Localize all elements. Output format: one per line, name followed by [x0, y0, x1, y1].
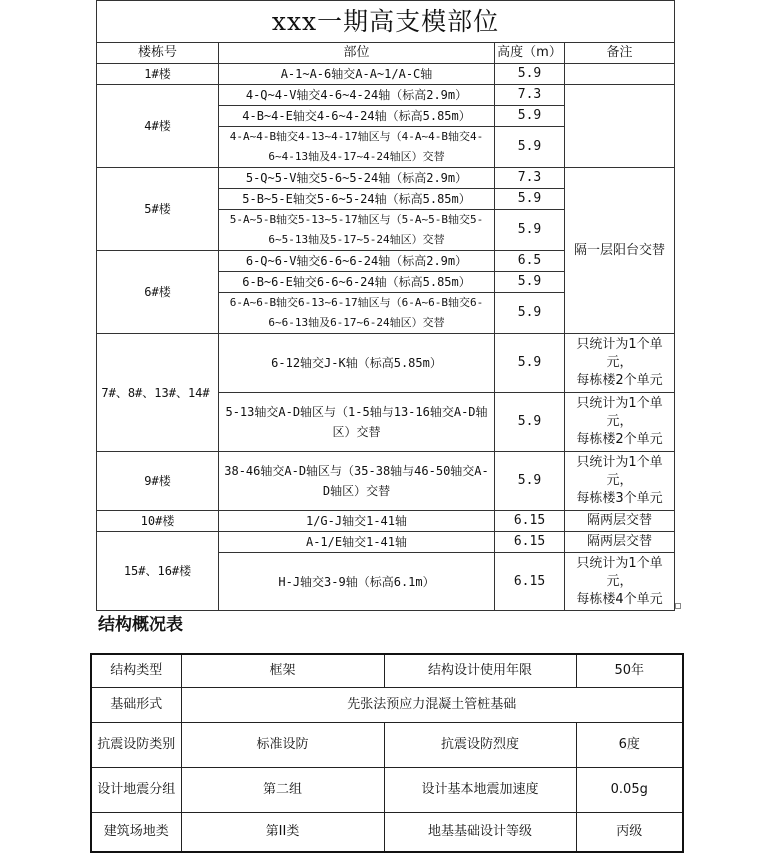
table-resize-handle[interactable] [675, 603, 681, 609]
label-cell: 建筑场地类 [91, 812, 181, 852]
note-cell: 隔两层交替 [565, 511, 675, 532]
height-cell: 6.15 [495, 553, 565, 611]
label-cell: 地基基础设计等级 [384, 812, 576, 852]
height-cell: 5.9 [495, 106, 565, 127]
height-cell: 5.9 [495, 272, 565, 293]
value-cell: 0.05g [576, 767, 683, 812]
note-cell: 只统计为1个单 元， 每栋楼4个单元 [565, 553, 675, 611]
height-cell: 5.9 [495, 189, 565, 210]
value-cell: 第二组 [181, 767, 384, 812]
height-cell: 5.9 [495, 393, 565, 452]
height-cell: 7.3 [495, 85, 565, 106]
note-cell [565, 64, 675, 85]
value-cell: 6度 [576, 722, 683, 767]
note-cell [565, 85, 675, 168]
location-cell: A-1~A-6轴交A-A~1/A-C轴 [219, 64, 495, 85]
location-cell: A-1/E轴交1-41轴 [219, 532, 495, 553]
label-cell: 设计基本地震加速度 [384, 767, 576, 812]
label-cell: 结构设计使用年限 [384, 654, 576, 687]
height-cell: 7.3 [495, 168, 565, 189]
note-cell: 隔两层交替 [565, 532, 675, 553]
location-cell: 1/G-J轴交1-41轴 [219, 511, 495, 532]
note-cell: 只统计为1个单 元， 每栋楼2个单元 [565, 334, 675, 393]
building-cell: 10#楼 [97, 511, 219, 532]
label-cell: 基础形式 [91, 687, 181, 722]
building-cell-wrap [97, 334, 219, 452]
height-cell: 5.9 [495, 210, 565, 251]
location-cell: 4-Q~4-V轴交4-6~4-24轴（标高2.9m） [219, 85, 495, 106]
building-cell: 15#、16#楼 [97, 532, 219, 611]
height-cell: 6.15 [495, 532, 565, 553]
building-cell: 6#楼 [97, 251, 219, 334]
header-note: 备注 [565, 43, 675, 64]
height-cell: 5.9 [495, 334, 565, 393]
value-cell: 先张法预应力混凝土管桩基础 [181, 687, 683, 722]
height-cell: 5.9 [495, 64, 565, 85]
value-cell: 丙级 [576, 812, 683, 852]
label-cell: 抗震设防类别 [91, 722, 181, 767]
location-cell: 5-13轴交A-D轴区与（1-5轴与13-16轴交A-D轴区）交替 [219, 393, 495, 452]
location-cell: 4-A~4-B轴交4-13~4-17轴区与（4-A~4-B轴交4-6~4-13轴及4-17~4-24轴区）交替 [219, 127, 495, 168]
label-cell: 抗震设防烈度 [384, 722, 576, 767]
location-cell: 38-46轴交A-D轴区与（35-38轴与46-50轴交A-D轴区）交替 [219, 452, 495, 511]
location-cell: 6-12轴交J-K轴（标高5.85m） [219, 334, 495, 393]
location-cell: 6-Q~6-V轴交6-6~6-24轴（标高2.9m） [219, 251, 495, 272]
location-cell: 4-B~4-E轴交4-6~4-24轴（标高5.85m） [219, 106, 495, 127]
location-cell: 6-A~6-B轴交6-13~6-17轴区与（6-A~6-B轴交6-6~6-13轴及6-17~6-24轴区）交替 [219, 293, 495, 334]
table-title: xxx一期高支模部位 [97, 1, 675, 43]
location-cell: 5-B~5-E轴交5-6~5-24轴（标高5.85m） [219, 189, 495, 210]
header-building: 楼栋号 [97, 43, 219, 64]
note-cell: 只统计为1个单 元， 每栋楼3个单元 [565, 452, 675, 511]
location-cell: 6-B~6-E轴交6-6~6-24轴（标高5.85m） [219, 272, 495, 293]
building-cell: 7#、8#、13#、14# [101, 385, 210, 400]
location-cell: H-J轴交3-9轴（标高6.1m） [219, 553, 495, 611]
header-height: 高度（m） [495, 43, 565, 64]
value-cell: 第II类 [181, 812, 384, 852]
height-cell: 6.5 [495, 251, 565, 272]
building-cell: 1#楼 [97, 64, 219, 85]
merged-note-cell: 隔一层阳台交替 [565, 168, 675, 334]
label-cell: 设计地震分组 [91, 767, 181, 812]
value-cell: 框架 [181, 654, 384, 687]
height-cell: 5.9 [495, 293, 565, 334]
building-cell: 4#楼 [97, 85, 219, 168]
location-cell: 5-Q~5-V轴交5-6~5-24轴（标高2.9m） [219, 168, 495, 189]
value-cell: 标准设防 [181, 722, 384, 767]
building-cell: 5#楼 [97, 168, 219, 251]
structure-overview-table [90, 653, 684, 853]
height-cell: 5.9 [495, 452, 565, 511]
header-location: 部位 [219, 43, 495, 64]
building-cell: 9#楼 [97, 452, 219, 511]
high-formwork-table [96, 0, 675, 611]
section-title: 结构概况表 [98, 615, 183, 635]
height-cell: 5.9 [495, 127, 565, 168]
location-cell: 5-A~5-B轴交5-13~5-17轴区与（5-A~5-B轴交5-6~5-13轴及5-17~5-24轴区）交替 [219, 210, 495, 251]
note-cell: 只统计为1个单 元， 每栋楼2个单元 [565, 393, 675, 452]
height-cell: 6.15 [495, 511, 565, 532]
value-cell: 50年 [576, 654, 683, 687]
label-cell: 结构类型 [91, 654, 181, 687]
